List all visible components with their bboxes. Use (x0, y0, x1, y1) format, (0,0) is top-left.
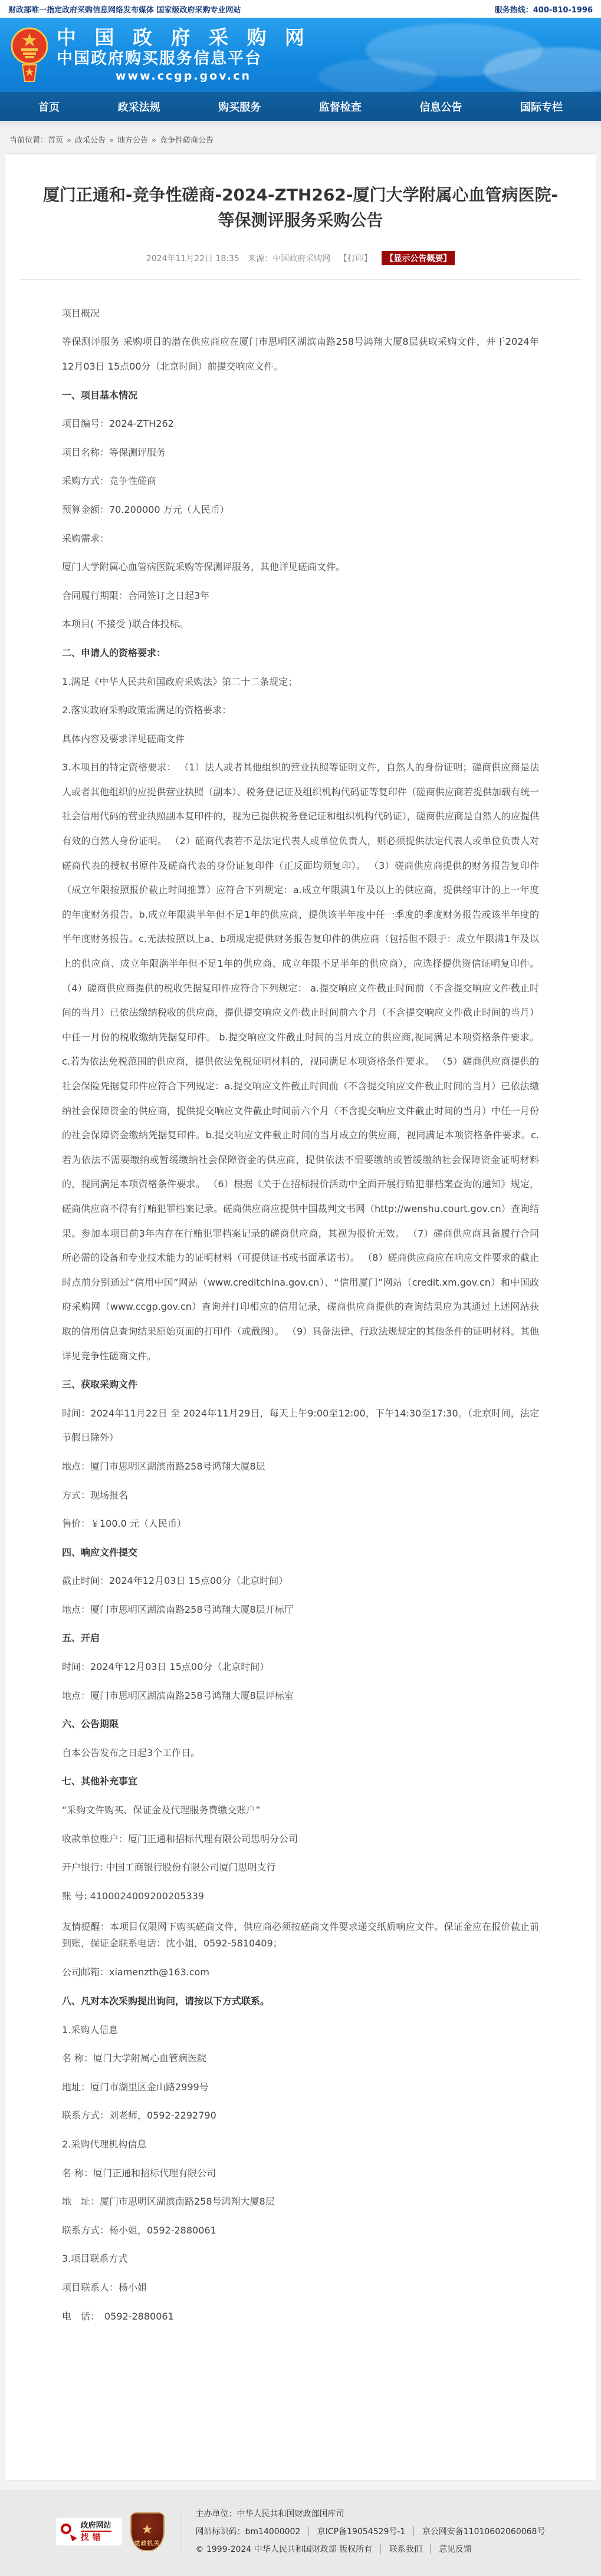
page-title: 厦门正通和-竞争性磋商-2024-ZTH262-厦门大学附属心血管病医院-等保测评服务采购公告 (42, 185, 559, 230)
site-header (0, 18, 601, 92)
title-divider (19, 279, 582, 280)
paragraph: 公司邮箱：xiamenzth@163.com (62, 1966, 209, 1978)
breadcrumb-item[interactable]: 政采公告 (75, 136, 106, 145)
announcement-panel (5, 153, 596, 2481)
party-badge-label: 党政机关 (134, 2541, 160, 2548)
cloud-decoration (318, 59, 436, 92)
site-footer (0, 2490, 601, 2576)
paragraph: 地 址：厦门市思明区湖滨南路258号鸿翔大厦8层 (62, 2196, 275, 2208)
paragraph: 合同履行期限：合同签订之日起3年 (62, 589, 210, 601)
breadcrumb-item[interactable]: 首页 (48, 136, 64, 145)
logo-text (57, 27, 310, 83)
paragraph: 截止时间：2024年12月03日 15点00分（北京时间） (62, 1575, 288, 1587)
paragraph: 自本公告发布之日起3个工作日。 (62, 1747, 201, 1758)
paragraph: 联系方式：刘老师，0592-2292790 (62, 2110, 216, 2122)
breadcrumb-item[interactable]: 地方公告 (117, 136, 148, 145)
paragraph: 1.采购人信息 (62, 2024, 119, 2035)
footer-badges (56, 2512, 165, 2551)
paragraph: 本项目( 不接受 )联合体投标。 (62, 618, 189, 630)
paragraph: 项目联系人：杨小姐 (62, 2281, 147, 2293)
site-slogan: 财政部唯一指定政府采购信息网络发布媒体 国家级政府采购专业网站 (8, 5, 241, 15)
nav-shadow (0, 121, 601, 129)
site-url: www.ccgp.gov.cn (115, 69, 252, 83)
article-body (62, 301, 539, 2328)
nav-item-首页[interactable]: 首页 (38, 101, 60, 114)
footer-text (196, 2505, 546, 2558)
paragraph: 地点：厦门市思明区湖滨南路258号鸿翔大厦8层评标室 (62, 1689, 294, 1701)
footer-organizer: 主办单位：中华人民共和国财政部国库司 (195, 2509, 344, 2519)
nav-item-国际专栏[interactable]: 国际专栏 (520, 101, 563, 114)
nav-item-监督检查[interactable]: 监督检查 (318, 101, 362, 114)
paragraph: 友情提醒：本项目仅限网下购买磋商文件，供应商必须按磋商文件要求递交纸质响应文件。保证金应在报价截止前到账，保证金联系电话：沈小姐，0592-5810409； (62, 1921, 539, 1949)
breadcrumb-prefix: 当前位置： (9, 136, 48, 145)
paragraph: 地点：厦门市思明区湖滨南路258号鸿翔大厦8层开标厅 (62, 1603, 294, 1615)
gov-site-error-report-badge[interactable] (56, 2518, 122, 2545)
paragraph: 2.落实政府采购政策需满足的资格要求： (62, 704, 232, 716)
paragraph: 售价：￥100.0 元（人民币） (62, 1518, 186, 1530)
paragraph: 地点：厦门市思明区湖滨南路258号鸿翔大厦8层 (62, 1460, 265, 1472)
print-button[interactable]: 【打印】 (339, 253, 372, 263)
breadcrumb-item[interactable]: 竞争性磋商公告 (159, 136, 214, 145)
site-code: 网站标识码：bm14000002 (195, 2527, 301, 2537)
contact-us-link[interactable]: 联系我们 (389, 2545, 422, 2555)
paragraph: 方式：现场报名 (62, 1489, 129, 1501)
nav-item-政采法规[interactable]: 政采法规 (117, 101, 160, 114)
paragraph: 2.采购代理机构信息 (62, 2138, 147, 2150)
paragraph: 厦门大学附属心血管病医院采购等保测评服务，其他详见磋商文件。 (62, 561, 346, 573)
footer-separator: │ (428, 2545, 433, 2555)
paragraph: 项目名称：等保测评服务 (62, 446, 166, 458)
police-number[interactable]: 京公网安备11010602060068号 (422, 2527, 546, 2537)
footer-separator: │ (378, 2545, 383, 2555)
section-heading: 三、获取采购文件 (62, 1379, 138, 1391)
footer-separator: │ (411, 2527, 416, 2537)
paragraph: 具体内容及要求详见磋商文件 (62, 733, 185, 745)
section-heading: 四、响应文件提交 (62, 1546, 138, 1558)
paragraph: 联系方式：杨小姐，0592-2880061 (62, 2224, 216, 2236)
paragraph: 时间：2024年12月03日 15点00分（北京时间） (62, 1661, 270, 1673)
publish-datetime: 2024年11月22日 18:35 (146, 253, 239, 263)
breadcrumb-separator: » (109, 136, 114, 145)
paragraph: 账 号: 4100024009200205339 (62, 1890, 204, 1902)
paragraph: 地址：厦门市湖里区金山路2999号 (62, 2081, 209, 2093)
error-badge-line2: 找错 (80, 2533, 104, 2543)
paragraph: 名 称：厦门大学附属心血管病医院 (62, 2053, 207, 2064)
nav-item-信息公告[interactable]: 信息公告 (419, 101, 462, 114)
paragraph: 项目概况 (62, 307, 100, 319)
feedback-link[interactable]: 意见反馈 (439, 2545, 472, 2555)
paragraph: 预算金额：70.200000 万元（人民币） (62, 503, 229, 515)
paragraph: “采购文件购买、保证金及代理服务费缴交账户” (62, 1804, 261, 1816)
breadcrumb (0, 129, 601, 151)
site-subtitle: 中国政府购买服务信息平台 (57, 49, 262, 68)
article-source: 来源：中国政府采购网 (248, 253, 331, 263)
error-badge-line1: 政府网站 (81, 2521, 111, 2532)
nav-item-购买服务[interactable]: 购买服务 (218, 101, 261, 114)
main-nav (0, 92, 601, 121)
article-meta (5, 251, 596, 265)
party-gov-org-badge[interactable] (130, 2512, 165, 2551)
paragraph: 项目编号：2024-ZTH262 (62, 418, 174, 430)
section-heading: 五、开启 (62, 1632, 100, 1644)
national-emblem-icon (11, 26, 48, 84)
section-heading: 八、凡对本次采购提出询问，请按以下方式联系。 (62, 1995, 270, 2007)
footer-separator: │ (306, 2527, 311, 2537)
top-bar (0, 0, 601, 18)
icp-number[interactable]: 京ICP备19054529号-1 (317, 2527, 406, 2537)
paragraph: 等保测评服务 采购项目的潜在供应商应在厦门市思明区湖滨南路258号鸿翔大厦8层获取采购文件，并于2024年12月03日 15点00分（北京时间）前提交响应文件。 (62, 336, 539, 372)
paragraph: 时间：2024年11月22日 至 2024年11月29日，每天上午9:00至12:00，下午14:30至17:30。（北京时间，法定节假日除外） (62, 1407, 539, 1444)
paragraph: 采购方式：竞争性磋商 (62, 475, 157, 487)
paragraph: 3.项目联系方式 (62, 2253, 128, 2265)
paragraph: 收款单位账户：厦门正通和招标代理有限公司思明分公司 (62, 1833, 298, 1844)
breadcrumb-separator: » (67, 136, 71, 145)
section-heading: 一、项目基本情况 (62, 389, 138, 401)
paragraph: 采购需求： (62, 532, 110, 544)
show-summary-button[interactable]: 【显示公告概要】 (382, 251, 455, 265)
site-logo[interactable] (11, 26, 310, 84)
paragraph: 1.满足《中华人民共和国政府采购法》第二十二条规定； (62, 676, 298, 687)
paragraph: 名 称：厦门正通和招标代理有限公司 (62, 2167, 216, 2179)
magnifier-icon (60, 2521, 77, 2542)
breadcrumb-separator: » (152, 136, 156, 145)
copyright-text: © 1999-2024 中华人民共和国财政部 版权所有 (195, 2545, 373, 2555)
footer-copyright-row (196, 2541, 546, 2558)
paragraph: 开户银行: 中国工商银行股份有限公司厦门思明支行 (62, 1862, 276, 1873)
section-heading: 六、公告期限 (62, 1718, 119, 1730)
footer-codes (196, 2523, 546, 2541)
paragraph: 电 话： 0592-2880061 (62, 2310, 174, 2322)
paragraph: 3.本项目的特定资格要求： （1）法人或者其他组织的营业执照等证明文件，自然人的身份证明；磋商供应商是法人或者其他组织的应提供营业执照（副本）、税务登记证及组织机构代码证等复印件（磋商供应商若提供加载有统一社会信用代码的营业执照副本复印件的，视为已提供税务登记证和组织机构代码证），磋商供应商是自然人的应提供有效的自然人身份证明。 （2）磋商代表若不是法定代表人或单位负责人，则必须提供法定代表人或单位负责人对磋商代表的授权书原件及磋商代表的身份证复印件（正反面均须复印）。 （3）磋商供应商提供的财务报告复印件（成立年限按照报价截止时间推算）应符合下列规定：a.成立年限满1年及以上的供应商，提供经审计的上一年度的年度财务报告。b.成立年限满半年但不足1年的供应商，提供该半年度中任一季度的季度财务报告或该半年度的半年度财务报告。c.无法按照以上a、b项规定提供财务报告复印件的供应商（包括但不限于：成立年限满1年及以上的供应商、成立年限满半年但不足1年的供应商、成立年限不足半年的供应商），应选择提供资信证明复印件。 （4）磋商供应商提供的税收凭据复印件应符合下列规定： a.提交响应文件截止时间前（不含提交响应文件截止时间的当月）已依法缴纳税收的供应商，提供提交响应文件截止时间前六个月（不含提交响应文件截止时间的当月）中任一月份的税收缴纳凭据复印件。 b.提交响应文件截止时间的当月成立的供应商,视同满足本项资格条件要求。 c.若为依法免税范围的供应商，提供依法免税证明材料的，视同满足本项资格条件要求。 （5）磋商供应商提供的社会保险凭据复印件应符合下列规定：a.提交响应文件截止时间前（不含提交响应文件截止时间的当月）已依法缴纳社会保障资金的供应商，提供提交响应文件截止时间前六个月（不含提交响应文件截止时间的当月）中任一月份的社会保障资金缴纳凭据复印件。b.提交响应文件截止时间的当月成立的供应商，视同满足本项资格条件要求。c.若为依法不需要缴纳或暂缓缴纳社会保障资金的供应商，提供依法不需要缴纳或暂缓缴纳社会保障资金证明材料的，视同满足本项资格条件要求。 （6）根据《关于在招标报价活动中全面开展行贿犯罪档案查询的通知》规定，磋商供应商不得有行贿犯罪档案记录。磋商供应商应提供中国裁判文书网（http://wenshu.court.gov.cn）查询结果。参加本项目前3年内存在行贿犯罪档案记录的磋商供应商，其视为报价无效。 （7）磋商供应商具备履行合同所必需的设备和专业技术能力的证明材料（可提供证书或书面承诺书）。 （8）磋商供应商应在响应文件要求的截止时点前分别通过“信用中国”网站（www.creditchina.gov.cn）、“信用厦门”网站（credit.xm.gov.cn）和中国政府采购网（www.ccgp.gov.cn）查询并打印相应的信用记录，磋商供应商提供的查询结果应为其通过上述网站获取的信用信息查询结果原始页面的打印件（或截图）。 （9）具备法律、行政法规规定的其他条件的证明材料。其他详见竞争性磋商文件。 (62, 762, 539, 1362)
section-heading: 二、申请人的资格要求： (62, 647, 166, 658)
site-name: 中 国 政 府 采 购 网 (57, 25, 310, 49)
service-hotline: 服务热线：400-810-1996 (494, 5, 593, 15)
section-heading: 七、其他补充事宜 (62, 1775, 138, 1787)
torch-icon: ★ (141, 2522, 153, 2538)
